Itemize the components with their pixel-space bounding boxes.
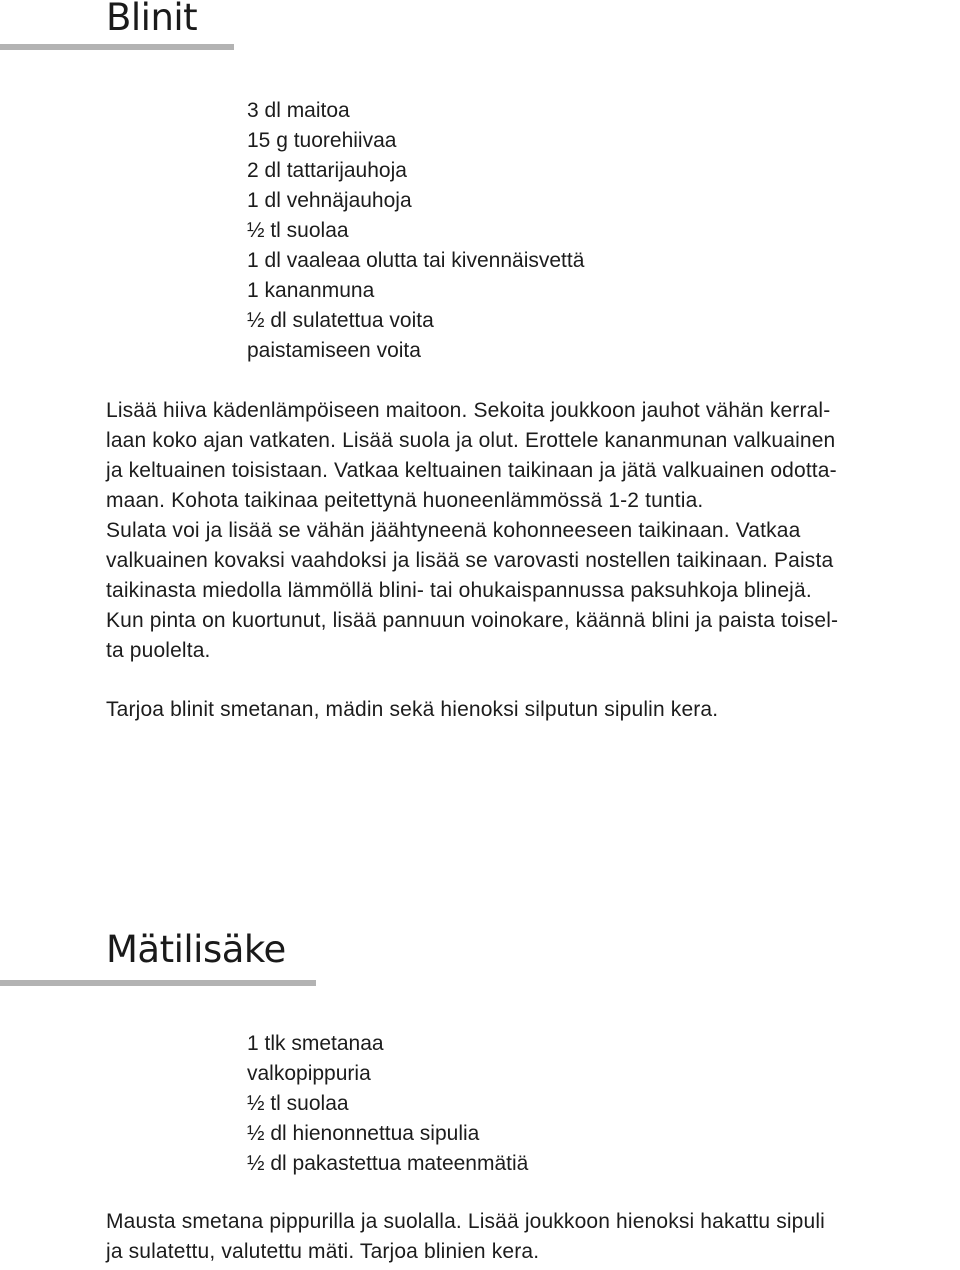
ingredient-item: 15 g tuorehiivaa [247,129,397,152]
serving-suggestion [106,695,956,725]
ingredient-item: 1 tlk smetanaa [247,1032,384,1055]
title-underline-bar [0,980,316,986]
ingredient-item: 1 dl vehnäjauhoja [247,189,412,212]
method-line: taikinasta miedolla lämmöllä blini- tai ohukaispannussa paksuhkoja blinejä. [106,579,812,602]
ingredient-item: paistamiseen voita [247,339,421,362]
method-line: ja sulatettu, valutettu mäti. Tarjoa blinien kera. [106,1240,540,1263]
title-underline-bar [0,44,234,50]
method-line: ta puolelta. [106,639,211,662]
ingredient-item: valkopippuria [247,1062,371,1085]
ingredient-item: 1 kananmuna [247,279,375,302]
ingredient-item: 1 dl vaaleaa olutta tai kivennäisvettä [247,249,585,272]
method-line: maan. Kohota taikinaa peitettynä huoneenlämmössä 1-2 tuntia. [106,489,704,512]
method-line: Sulata voi ja lisää se vähän jäähtyneenä kohonneeseen taikinaan. Vatkaa [106,519,801,542]
method-line: Kun pinta on kuortunut, lisää pannuun voinokare, käännä blini ja paista toisel- [106,609,839,632]
method-line: valkuainen kovaksi vaahdoksi ja lisää se varovasti nostellen taikinaan. Paista [106,549,834,572]
ingredient-item: ½ tl suolaa [247,219,349,242]
method-line: laan koko ajan vatkaten. Lisää suola ja olut. Erottele kananmunan valkuainen [106,429,836,452]
ingredient-list-matilisake [247,1029,528,1179]
method-paragraph-blinit [106,396,956,666]
recipe-title-blinit: Blinit [106,0,198,39]
ingredient-item: ½ dl pakastettua mateenmätiä [247,1152,529,1175]
ingredient-item: 2 dl tattarijauhoja [247,159,407,182]
ingredient-list-blinit [247,96,584,366]
method-line: ja keltuainen toisistaan. Vatkaa keltuainen taikinaan ja jätä valkuainen odotta- [106,459,837,482]
serving-line: Tarjoa blinit smetanan, mädin sekä hienoksi silputun sipulin kera. [106,698,719,721]
method-line: Lisää hiiva kädenlämpöiseen maitoon. Sekoita joukkoon jauhot vähän kerral- [106,399,831,422]
ingredient-item: ½ tl suolaa [247,1092,349,1115]
recipe-title-matilisake: Mätilisäke [106,928,286,971]
method-paragraph-matilisake [106,1207,956,1267]
ingredient-item: ½ dl hienonnettua sipulia [247,1122,480,1145]
method-line: Mausta smetana pippurilla ja suolalla. Lisää joukkoon hienoksi hakattu sipuli [106,1210,825,1233]
ingredient-item: 3 dl maitoa [247,99,350,122]
ingredient-item: ½ dl sulatettua voita [247,309,434,332]
